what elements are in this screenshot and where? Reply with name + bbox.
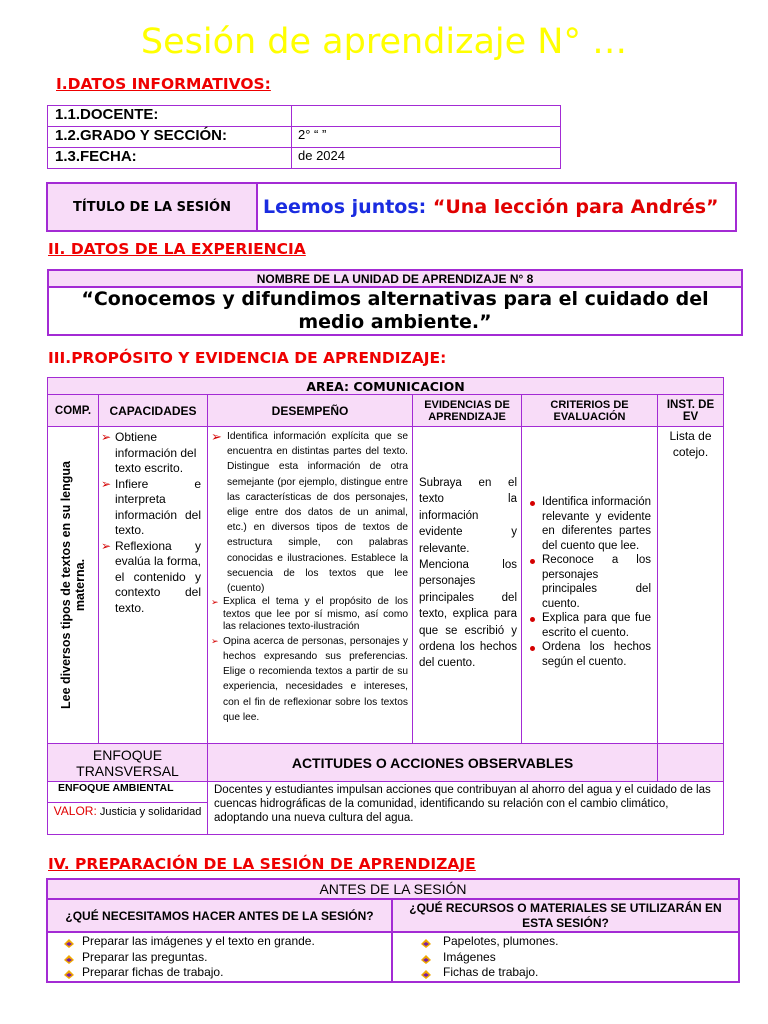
capacidad-item: ➢ Infiere e interpreta información del texto. <box>101 476 201 537</box>
list1-item: Preparar las imágenes y el texto en grande. <box>64 934 391 950</box>
desempeno-item: ➢ Identifica información explícita que se encuentra en distintas partes del texto. Distingue esta información de otra semejante (por ejemplo, distingue entre las características de dos personajes, elige entre dos datos de un animal, etc.) en diversos tipos de textos de estructura simple, con palabras conocidas e ilustraciones. Establece la secuencia de los textos que lee (cuento) <box>211 429 408 595</box>
capacidad-item: ➢ Reflexiona y evalúa la forma, el contenido y contexto del texto. <box>101 538 201 615</box>
list2-item: Papelotes, plumones. <box>421 934 738 950</box>
bullet-icon <box>64 968 74 977</box>
competencia-text: Lee diversos tipos de textos en su lengua materna. <box>59 461 87 709</box>
area-header: AREA: COMUNICACION <box>48 378 724 395</box>
grado-value: 2° “ ” <box>292 127 561 148</box>
desempeno-item: ➢ Explica el tema y el propósito de los textos que lee por sí mismo, así como las relaciones texto-ilustración <box>211 596 408 633</box>
actitudes-header: ACTITUDES O ACCIONES OBSERVABLES <box>208 744 658 782</box>
header-inst: INST. DE EV <box>658 395 724 427</box>
list1-item: Preparar fichas de trabajo. <box>64 965 391 981</box>
fecha-value: de 2024 <box>292 148 561 169</box>
criterio-item: Identifica información relevante y evidente en diferentes partes del cuento que lee. <box>526 495 651 553</box>
session-title-table <box>46 182 737 232</box>
antes-list2 <box>392 932 739 982</box>
valor-cell: VALOR: Justicia y solidaridad <box>48 803 208 835</box>
list1-item: Preparar las preguntas. <box>64 950 391 966</box>
header-criterios: CRITERIOS DE EVALUACIÓN <box>522 395 658 427</box>
enfoque-name: ENFOQUE AMBIENTAL <box>48 782 208 803</box>
antes-col1-header: ¿QUÉ NECESITAMOS HACER ANTES DE LA SESIÓN? <box>47 899 392 932</box>
section-datos-informativos: I.DATOS INFORMATIVOS: <box>56 75 271 93</box>
header-evidencias: EVIDENCIAS DE APRENDIZAJE <box>413 395 522 427</box>
competencia-cell <box>48 427 99 744</box>
header-capacidades: CAPACIDADES <box>99 395 208 427</box>
bullet-icon <box>64 953 74 962</box>
bullet-icon <box>64 937 74 946</box>
header-desempeno: DESEMPEÑO <box>208 395 413 427</box>
bullet-icon <box>421 937 431 946</box>
list2-item: Fichas de trabajo. <box>421 965 738 981</box>
fecha-label: 1.3.FECHA: <box>48 148 292 169</box>
criterio-item: Ordena los hechos según el cuento. <box>526 640 651 669</box>
page-title: Sesión de aprendizaje N° … <box>140 22 628 62</box>
bullet-icon <box>421 968 431 977</box>
desempeno-item: ➢ Opina acerca de personas, personajes y hechos expresando sus preferencias. Elige o recomienda textos a partir de su experiencia, necesidades e intereses, con el fin de reflexionar sobre los textos que lee. <box>211 635 408 723</box>
enfoque-empty <box>658 744 724 782</box>
criterio-item: Explica para que fue escrito el cuento. <box>526 611 651 640</box>
session-title-value: Leemos juntos: “Una lección para Andrés” <box>257 183 736 231</box>
preparation-table <box>46 878 740 983</box>
docente-value <box>292 106 561 127</box>
evidencias-cell: Subraya en el texto la información evidente y relevante. Menciona los personajes principales del texto, explica para que se escribió y ordena los hechos del cuento. <box>413 427 522 744</box>
antes-col2-header: ¿QUÉ RECURSOS O MATERIALES SE UTILIZARÁN EN ESTA SESIÓN? <box>392 899 739 932</box>
capacidad-item: ➢ Obtiene información del texto escrito. <box>101 430 197 475</box>
antes-list1 <box>47 932 392 982</box>
antes-header: ANTES DE LA SESIÓN <box>47 879 739 899</box>
section-preparacion: IV. PREPARACIÓN DE LA SESIÓN DE APRENDIZAJE <box>48 855 476 873</box>
unit-name: “Conocemos y difundimos alternativas para el cuidado del medio ambiente.” <box>48 287 742 335</box>
unit-table <box>47 269 743 336</box>
info-table <box>47 105 561 169</box>
purpose-table <box>47 377 724 835</box>
unit-header: NOMBRE DE LA UNIDAD DE APRENDIZAJE N° 8 <box>48 270 742 287</box>
enfoque-header: ENFOQUE TRANSVERSAL <box>48 744 208 782</box>
actitudes-text: Docentes y estudiantes impulsan acciones que contribuyan al ahorro del agua y el cuidado de las cuencas hidrográficas de la comunidad, identificando su relación con el cambio climático, adoptando una nueva cultura del agua. <box>208 782 724 835</box>
instrumento-cell: Lista de cotejo. <box>658 427 724 744</box>
section-datos-experiencia: II. DATOS DE LA EXPERIENCIA <box>48 240 306 258</box>
grado-label: 1.2.GRADO Y SECCIÓN: <box>48 127 292 148</box>
capacidades-cell <box>99 427 208 744</box>
desempenos-cell <box>208 427 413 744</box>
docente-label: 1.1.DOCENTE: <box>48 106 292 127</box>
bullet-icon <box>421 953 431 962</box>
section-proposito: III.PROPÓSITO Y EVIDENCIA DE APRENDIZAJE: <box>48 349 447 367</box>
header-comp: COMP. <box>48 395 99 427</box>
criterio-item: Reconoce a los personajes principales del cuento. <box>526 553 651 611</box>
criterios-cell <box>522 427 658 744</box>
list2-item: Imágenes <box>421 950 738 966</box>
session-title-label: TÍTULO DE LA SESIÓN <box>47 183 257 231</box>
